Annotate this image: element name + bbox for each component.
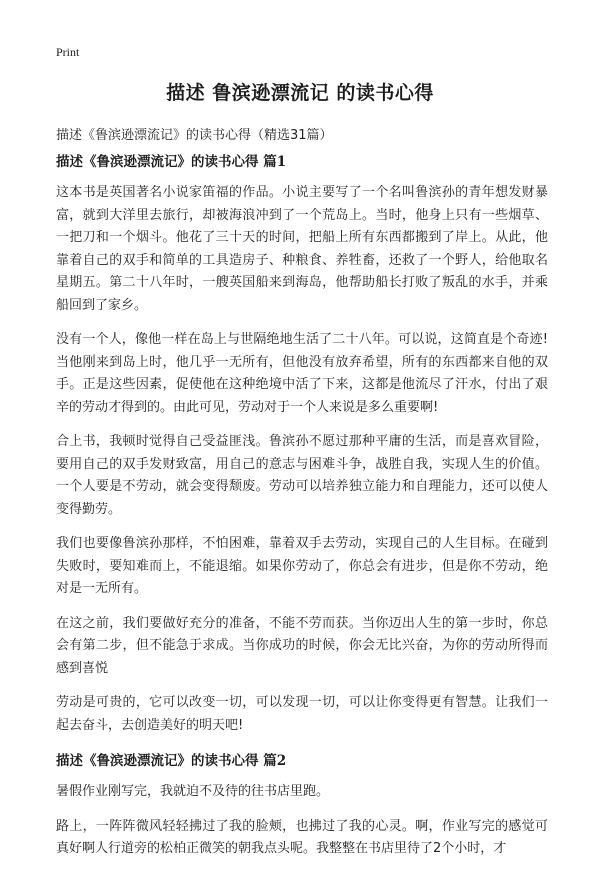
- paragraph: 在这之前，我们要做好充分的准备，不能不劳而获。当你迈出人生的第一步时，你总会有第二步，但不能急于求成。当你成功的时候，你会无比兴奋，为你的劳动所得而感到喜悦: [56, 615, 548, 676]
- paragraph: 合上书，我顿时觉得自己受益匪浅。鲁滨孙不愿过那种平庸的生活，而是喜欢冒险，要用自己的双手发财致富，用自己的意志与困难斗争，战胜自我，实现人生的价值。一个人要是不劳动，就会变得颓废。劳动可以培养独立能力和自理能力，还可以使人变得勤劳。: [56, 434, 548, 517]
- document-body: [56, 150, 548, 873]
- document-subtitle: 描述《鲁滨逊漂流记》的读书心得（精选31篇）: [56, 128, 333, 143]
- paragraph: 路上，一阵阵微风轻轻拂过了我的脸颊，也拂过了我的心灵。啊，作业写完的感觉可真好啊人行道旁的松柏正微笑的朝我点头呢。我整整在书店里待了2个小时，才: [56, 818, 548, 856]
- paragraph: 我们也要像鲁滨孙那样，不怕困难，靠着双手去劳动，实现自己的人生目标。在碰到失败时，要知难而上，不能退缩。如果你劳动了，你总会有进步，但是你不劳动，绝对是一无所有。: [56, 536, 548, 596]
- section-heading: 描述《鲁滨逊漂流记》的读书心得 篇2: [56, 753, 287, 769]
- paragraph: 暑假作业刚写完，我就迫不及待的往书店里跑。: [56, 784, 330, 799]
- paragraph: 劳动是可贵的，它可以改变一切，可以发现一切，可以让你变得更有智慧。让我们一起去奋斗，去创造美好的明天吧!: [56, 695, 548, 733]
- page-title: 描述 鲁滨逊漂流记 的读书心得: [166, 82, 434, 104]
- essay-section-2: [56, 749, 548, 861]
- essay-section-1: [56, 150, 548, 737]
- paragraph: 这本书是英国著名小说家笛福的作品。小说主要写了一个名叫鲁滨孙的青年想发财暴富，就到大洋里去旅行，却被海浪冲到了一个荒岛上。当时，他身上只有一些烟草、一把刀和一个烟斗。他花了三十天的时间，把船上所有东西都搬到了岸上。从此，他靠着自己的双手和简单的工具造房子、种粮食、养牲畜，还救了一个野人，给他取名星期五。第二十八年时，一艘英国船来到海岛，他帮助船长打败了叛乱的水手，并乘船回到了家乡。: [56, 185, 548, 313]
- section-heading: 描述《鲁滨逊漂流记》的读书心得 篇1: [56, 154, 287, 170]
- paragraph: 没有一个人，像他一样在岛上与世隔绝地生活了二十八年。可以说，这简直是个奇迹!当他刚来到岛上时，他几乎一无所有，但他没有放弃希望，所有的东西都来自他的双手。正是这些因素，促使他在这种绝境中活了下来，这都是他流尽了汗水，付出了艰辛的劳动才得到的。由此可见，劳动对于一个人来说是多么重要啊!: [56, 332, 548, 415]
- print-link[interactable]: Print: [56, 45, 80, 59]
